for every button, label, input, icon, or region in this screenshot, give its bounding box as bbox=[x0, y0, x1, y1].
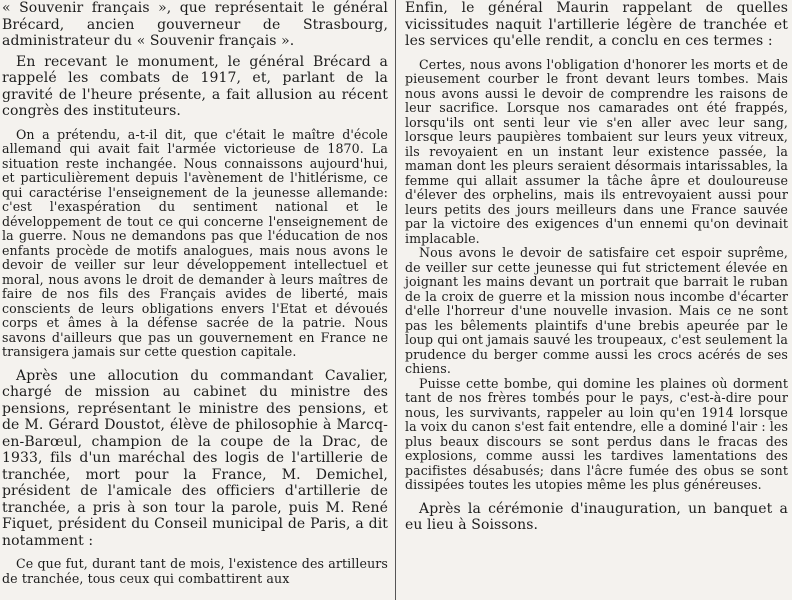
left-paragraph-5: Ce que fut, durant tant de mois, l'existence des artilleurs de tranchée, tous ceux qui combattirent aux bbox=[2, 556, 388, 586]
right-column bbox=[405, 0, 788, 534]
right-paragraph-2: Certes, nous avons l'obligation d'honorer les morts et de pieusement courber le front devant leurs tombes. Mais nous avons aussi le devoir de comprendre les raisons de leur sacrifice. Lorsque nos camarades ont été frappés, lorsqu'ils ont senti leur vie s'en aller avec leur sang, lorsque leurs paupières tombaient sur leurs yeux vitreux, ils revoyaient en un instant leur existence passée, la maman dont les pleurs seraient désormais intarissables, la femme qui allait assumer la tâche âpre et douloureuse d'élever des orphelins, mais ils entrevoyaient aussi pour leurs petits des jours meilleurs dans une France sauvée par la victoire des exigences d'un ennemi qu'on devinait implacable. bbox=[405, 56, 788, 246]
right-paragraph-3: Nous avons le devoir de satisfaire cet espoir suprême, de veiller sur cette jeunesse qui fut strictement élevée en joignant les mains devant un portrait que barrait le ruban de la croix de guerre et la mission nous incombe d'écarter d'elle l'horreur d'une nouvelle invasion. Mais ce ne sont pas les bêlements plaintifs d'une brebis apeurée par le loup qui ont jamais sauvé les troupeaux, c'est seulement la prudence du berger comme aussi les crocs acérés de ses chiens. bbox=[405, 245, 788, 376]
left-paragraph-4: Après une allocution du commandant Cavalier, chargé de mission au cabinet du ministre des pensions, représentant le ministre des pensions, et de M. Gérard Doustot, élève de philosophie à Marcq-en-Barœul, champion de la coupe de la Drac, de 1933, fils d'un maréchal des logis de l'artillerie de tranchée, mort pour la France, M. Demichel, président de l'amicale des officiers d'artillerie de tranchée, a pris à son tour la parole, puis M. René Fiquet, président du Conseil municipal de Paris, a dit notamment : bbox=[2, 367, 388, 549]
right-paragraph-1: Enfin, le général Maurin rappelant de quelles vicissitudes naquit l'artillerie légère de tranchée et les services qu'elle rendit, a conclu en ces termes : bbox=[405, 0, 788, 49]
left-paragraph-1: « Souvenir français », que représentait le général Brécard, ancien gouverneur de Strasbourg, administrateur du « Souvenir français ». bbox=[2, 0, 388, 49]
left-paragraph-2: En recevant le monument, le général Brécard a rappelé les combats de 1917, et, parlant de la gravité de l'heure présente, a fait allusion au récent congrès des instituteurs. bbox=[2, 53, 388, 119]
right-paragraph-4: Puisse cette bombe, qui domine les plaines où dorment tant de nos frères tombés pour le pays, c'est-à-dire pour nous, les survivants, rappeler au loin qu'en 1914 lorsque la voix du canon s'est fait entendre, elle a dominé l'air : les plus beaux discours se sont perdus dans le fracas des explosions, comme aussi les tardives lamentations des pacifistes désabusés; dans l'âcre fumée des obus se sont dissipées toutes les utopies même les plus généreuses. bbox=[405, 375, 789, 492]
column-divider bbox=[395, 0, 396, 600]
left-column bbox=[2, 0, 388, 586]
right-paragraph-5: Après la cérémonie d'inauguration, un banquet a eu lieu à Soissons. bbox=[405, 500, 788, 533]
left-paragraph-3: On a prétendu, a-t-il dit, que c'était le maître d'école allemand qui avait fait l'armée victorieuse de 1870. La situation reste inchangée. Nous connaissons aujourd'hui, et particulièrement depuis l'avènement de l'hitlérisme, ce qui caractérise l'enseignement de la jeunesse allemande: c'est l'exaspération du sentiment national et le développement de tout ce qui concerne l'enseignement de la guerre. Nous ne demandons pas que l'éducation de nos enfants procède de motifs analogues, mais nous avons le devoir de veiller sur leur développement intellectuel et moral, nous avons le droit de demander à leurs maîtres de faire de nos fils des Français avides de liberté, mais conscients de leurs obligations envers l'Etat et dévoués corps et âmes à la défense sacrée de la patrie. Nous savons d'ailleurs que pas un gouvernement en France ne transigera jamais sur cette question capitale. bbox=[2, 126, 388, 359]
